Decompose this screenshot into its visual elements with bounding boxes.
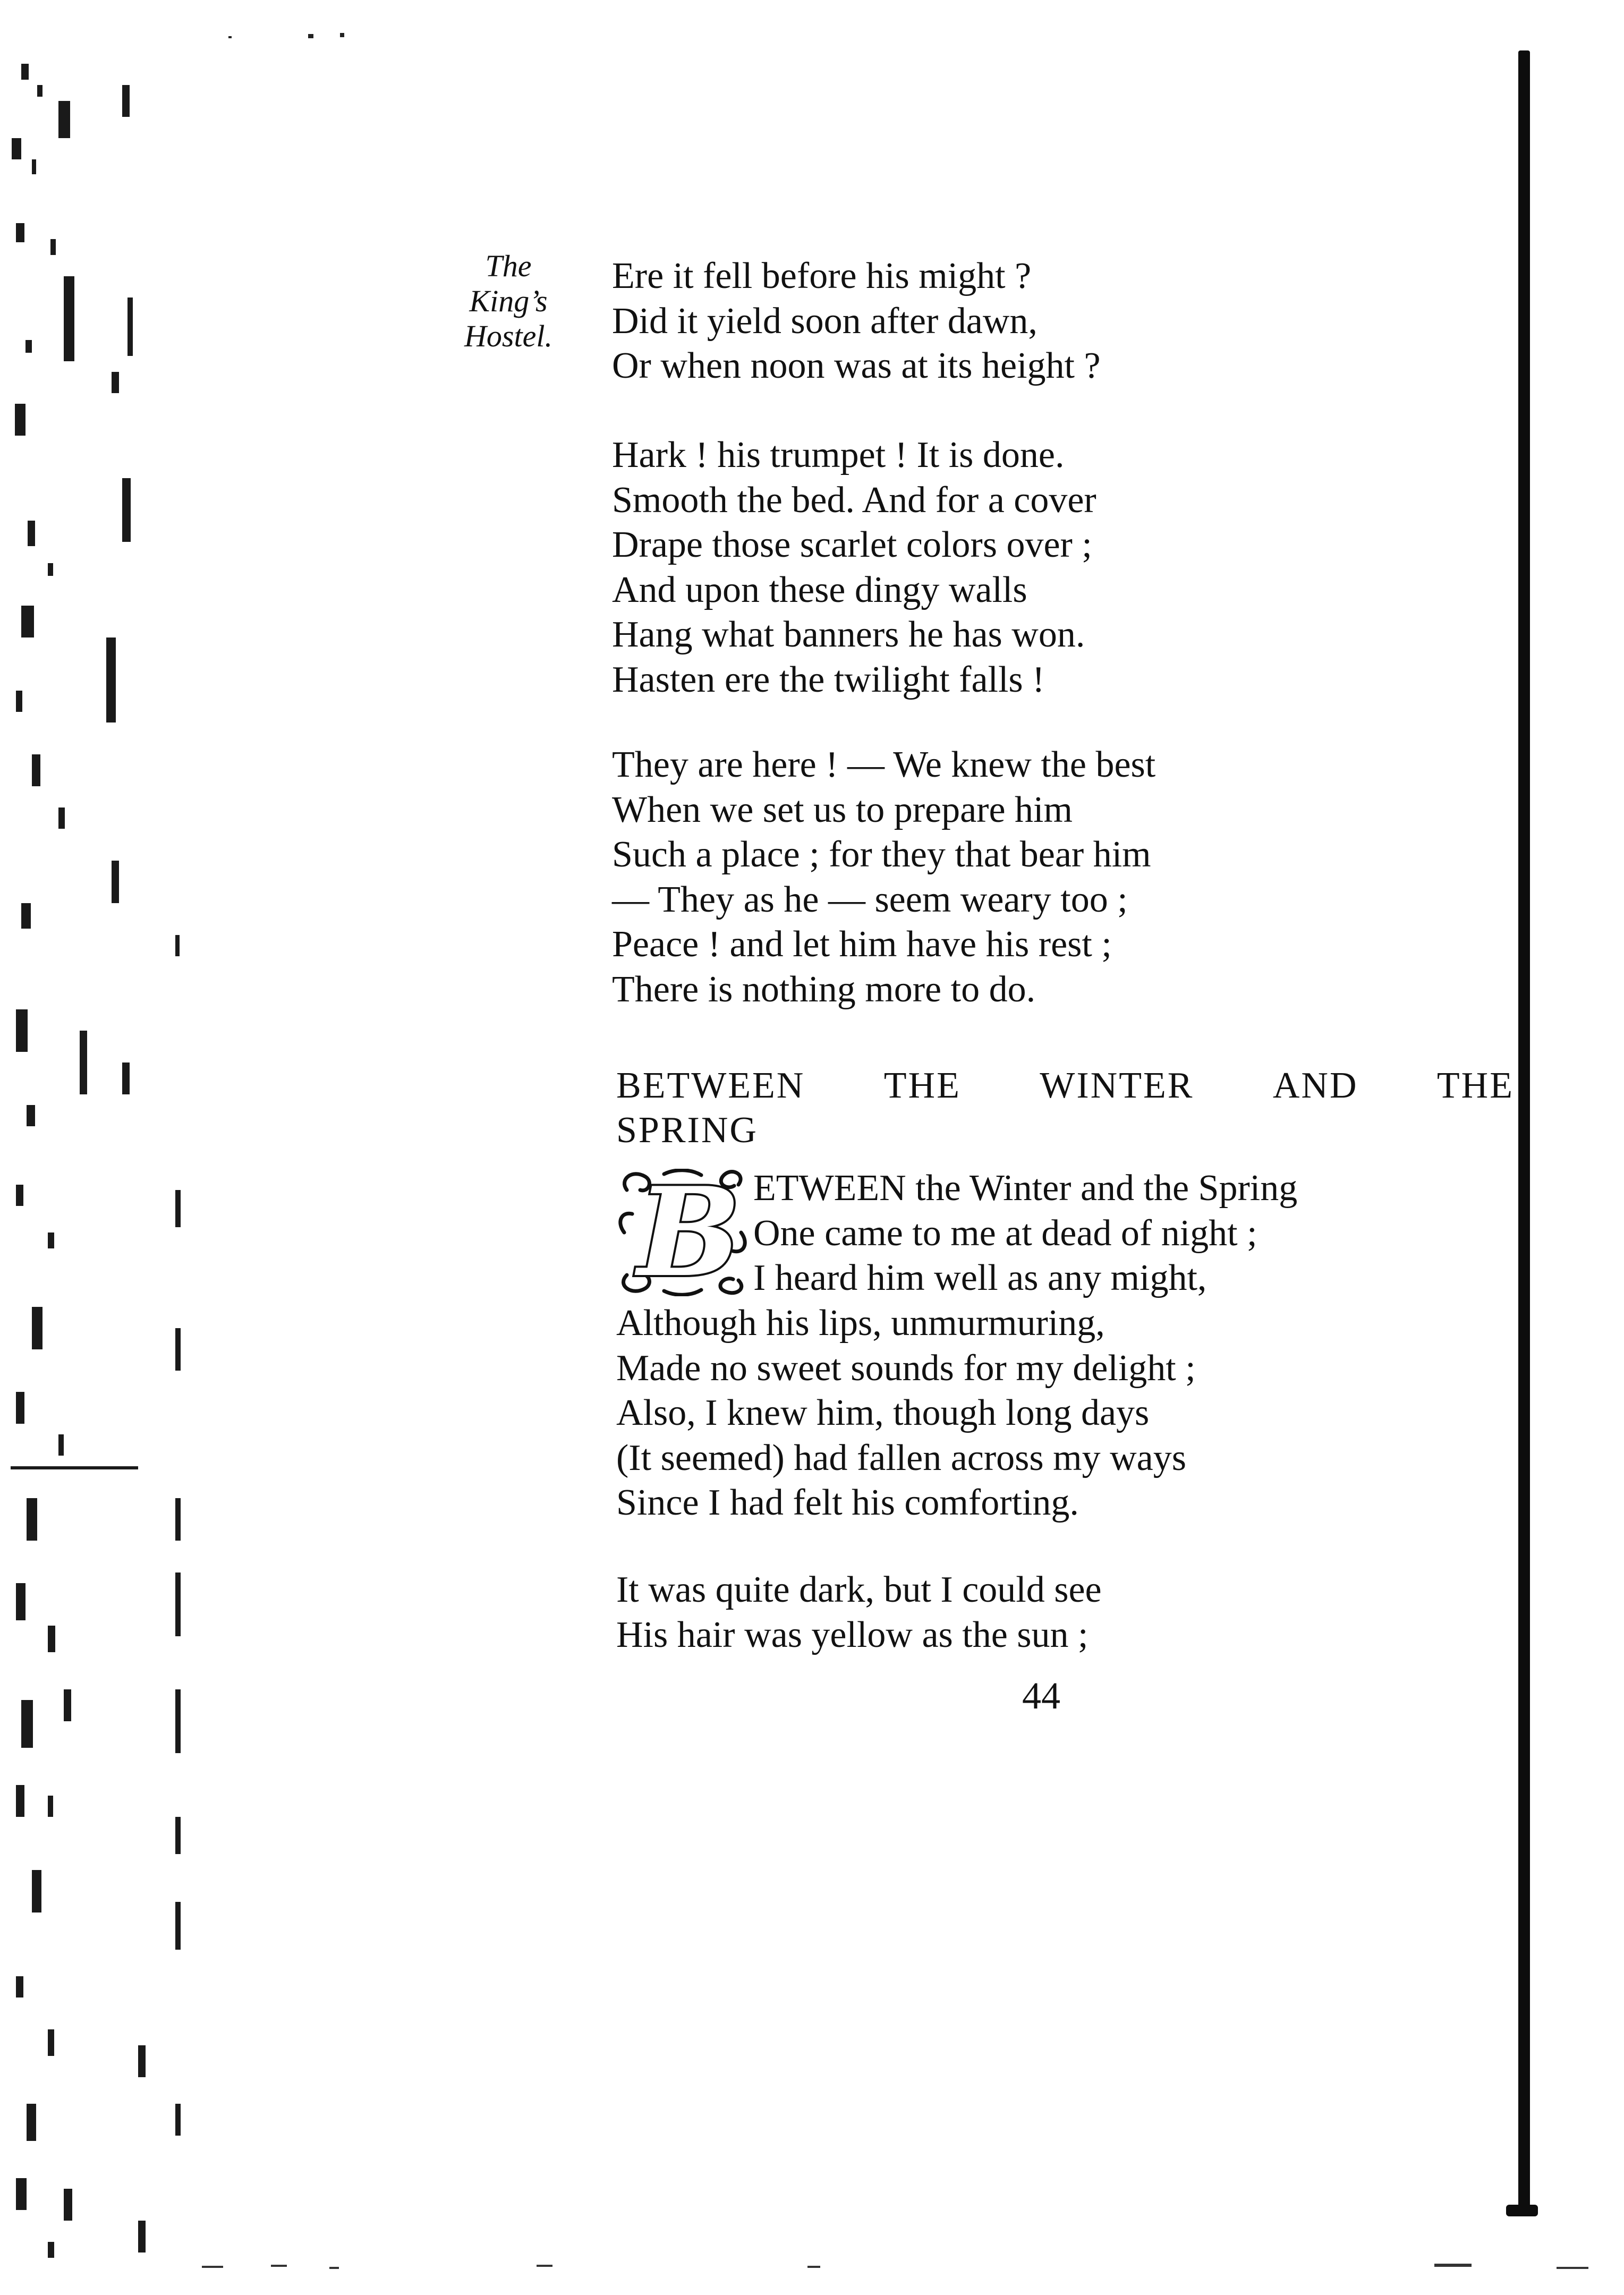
scan-bottom-specks (0, 2255, 1624, 2276)
verse-line: Also, I knew him, though long days (616, 1392, 1150, 1433)
right-margin-rule (1518, 50, 1530, 2210)
title-word: THE (1436, 1065, 1514, 1106)
verse-line: I heard him well as any might, (753, 1257, 1207, 1298)
verse-line: Hark ! his trumpet ! It is done. (612, 435, 1065, 475)
stanza-5 (616, 1568, 1519, 1658)
verse-line: They are here ! — We knew the best (612, 744, 1156, 785)
poem-title-line-1 (616, 1064, 1514, 1108)
title-word: WINTER (1040, 1065, 1194, 1106)
side-note-line: King’s (469, 284, 548, 318)
side-note-line: Hostel. (464, 319, 552, 353)
title-word: THE (883, 1065, 961, 1106)
stanza-4-beside-cap (753, 1166, 1624, 1301)
verse-line: Hang what banners he has won. (612, 614, 1085, 655)
verse-line: — They as he — seem weary too ; (612, 879, 1128, 920)
verse-line: Such a place ; for they that bear him (612, 834, 1151, 875)
verse-line: Since I had felt his comforting. (616, 1482, 1079, 1523)
verse-line: Drape those scarlet colors over ; (612, 524, 1092, 565)
stanza-2 (612, 433, 1515, 702)
poem-title (616, 1064, 1514, 1153)
title-word: BETWEEN (616, 1065, 805, 1106)
page-number: 44 (1022, 1674, 1060, 1717)
stanza-4-rest (616, 1301, 1519, 1526)
poem-title-line-2: SPRING (616, 1110, 758, 1151)
verse-line: One came to me at dead of night ; (753, 1212, 1257, 1254)
verse-line: Peace ! and let him have his rest ; (612, 924, 1112, 965)
verse-line: ETWEEN the Winter and the Spring (753, 1168, 1298, 1209)
verse-line: It was quite dark, but I could see (616, 1569, 1102, 1610)
right-margin-rule-foot (1506, 2205, 1538, 2216)
stanza-3 (612, 743, 1515, 1012)
verse-line: There is nothing more to do. (612, 968, 1036, 1010)
title-word: AND (1272, 1065, 1358, 1106)
verse-line: Ere it fell before his might ? (612, 256, 1032, 296)
scan-gutter-noise (0, 0, 202, 2295)
drop-cap-letter: B (637, 1161, 741, 1304)
verse-line: Or when noon was at its height ? (612, 345, 1101, 386)
scan-top-specks (0, 21, 1624, 42)
verse-line: Smooth the bed. And for a cover (612, 479, 1096, 521)
verse-line: His hair was yellow as the sun ; (616, 1614, 1089, 1655)
verse-line: Did it yield soon after dawn, (612, 300, 1038, 342)
side-note-line: The (485, 249, 532, 283)
stanza-1 (612, 254, 1515, 389)
running-side-note (447, 249, 569, 354)
verse-line: Although his lips, unmurmuring, (616, 1303, 1105, 1344)
ornamental-drop-cap (616, 1161, 749, 1304)
verse-line: Hasten ere the twilight falls ! (612, 659, 1045, 700)
verse-line: And upon these dingy walls (612, 569, 1027, 610)
verse-line: Made no sweet sounds for my delight ; (616, 1347, 1196, 1389)
verse-line: When we set us to prepare him (612, 789, 1073, 830)
verse-line: (It seemed) had fallen across my ways (616, 1437, 1186, 1478)
